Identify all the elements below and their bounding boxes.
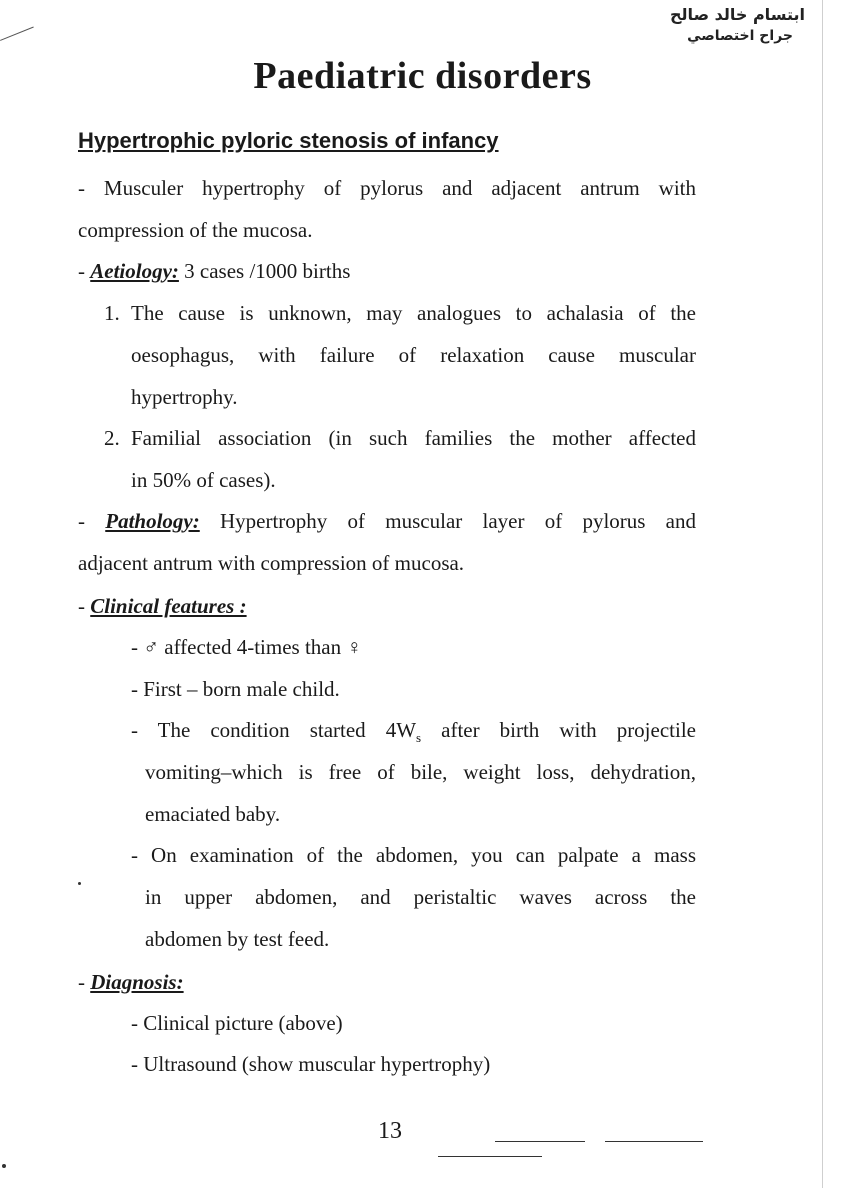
- pen-mark: [0, 27, 34, 41]
- diagnosis-heading: [78, 968, 184, 996]
- clinical-heading: [78, 592, 247, 620]
- aetiology-text: 3 cases /1000 births: [178, 259, 351, 283]
- clinical-bullet-4-line-2: in upper abdomen, and peristaltic waves across the: [145, 885, 696, 909]
- scan-speck: [2, 1164, 6, 1168]
- diagnosis-label: Diagnosis:: [90, 970, 184, 994]
- clinical-bullet-4-line-3: abdomen by test feed.: [145, 927, 330, 951]
- aetiology-item-1-line-1: The cause is unknown, may analogues to achalasia of the: [131, 301, 696, 325]
- clinical-bullet-3-line-3: emaciated baby.: [145, 802, 281, 826]
- diagnosis-dash: -: [78, 970, 91, 994]
- page-number: 13: [378, 1118, 402, 1144]
- intro-line-1: - Musculer hypertrophy of pylorus and adjacent antrum with: [78, 176, 696, 200]
- annotation-line-1: ابتسام خالد صالح: [670, 5, 805, 24]
- clinical-bullet-3-line-1: [131, 716, 696, 752]
- clinical-bullet-3-text-a: - The condition started 4W: [131, 718, 417, 742]
- aetiology-item-2-line-1: Familial association (in such families the mother affected: [131, 426, 696, 450]
- aetiology-item-1-line-3: hypertrophy.: [131, 385, 238, 409]
- footer-rule-3: [438, 1156, 542, 1157]
- handwritten-annotation: [645, 4, 805, 46]
- page-edge-line: [822, 0, 823, 1188]
- page-title: Paediatric disorders: [253, 55, 592, 97]
- pathology-paragraph: [78, 507, 696, 535]
- clinical-bullet-3-text-b: after birth with projectile: [421, 718, 696, 742]
- clinical-label: Clinical features :: [90, 594, 247, 618]
- scan-speck: [78, 882, 81, 885]
- footer-rule-1: [495, 1141, 585, 1142]
- pathology-label: Pathology:: [105, 509, 200, 533]
- clinical-bullet-2: - First – born male child.: [131, 677, 340, 701]
- clinical-bullet-1: - ♂ affected 4-times than ♀: [131, 635, 363, 659]
- diagnosis-item-1: - Clinical picture (above): [131, 1011, 343, 1035]
- aetiology-item-1-line-2: oesophagus, with failure of relaxation cause muscular: [131, 343, 696, 367]
- aetiology-paragraph: [78, 257, 350, 285]
- section-heading: Hypertrophic pyloric stenosis of infancy: [78, 128, 499, 153]
- clinical-bullet-3-subscript: s: [416, 730, 422, 746]
- intro-line-2: compression of the mucosa.: [78, 218, 313, 242]
- aetiology-item-2-line-2: in 50% of cases).: [131, 468, 276, 492]
- aetiology-dash: -: [78, 259, 91, 283]
- clinical-bullet-4-line-1: - On examination of the abdomen, you can palpate a mass: [131, 843, 696, 867]
- pathology-line-2: adjacent antrum with compression of mucosa.: [78, 551, 465, 575]
- aetiology-item-2-number: 2.: [104, 426, 120, 450]
- pathology-line-1: Hypertrophy of muscular layer of pylorus and: [199, 509, 697, 533]
- aetiology-label: Aetiology:: [90, 259, 179, 283]
- pathology-dash: -: [78, 509, 106, 533]
- annotation-line-2: جراح اختصاصي: [687, 28, 793, 44]
- clinical-dash: -: [78, 594, 91, 618]
- diagnosis-item-2: - Ultrasound (show muscular hypertrophy): [131, 1052, 491, 1076]
- footer-rule-2: [605, 1141, 703, 1142]
- aetiology-item-1-number: 1.: [104, 301, 120, 325]
- clinical-bullet-3-line-2: vomiting–which is free of bile, weight loss, dehydration,: [145, 760, 696, 784]
